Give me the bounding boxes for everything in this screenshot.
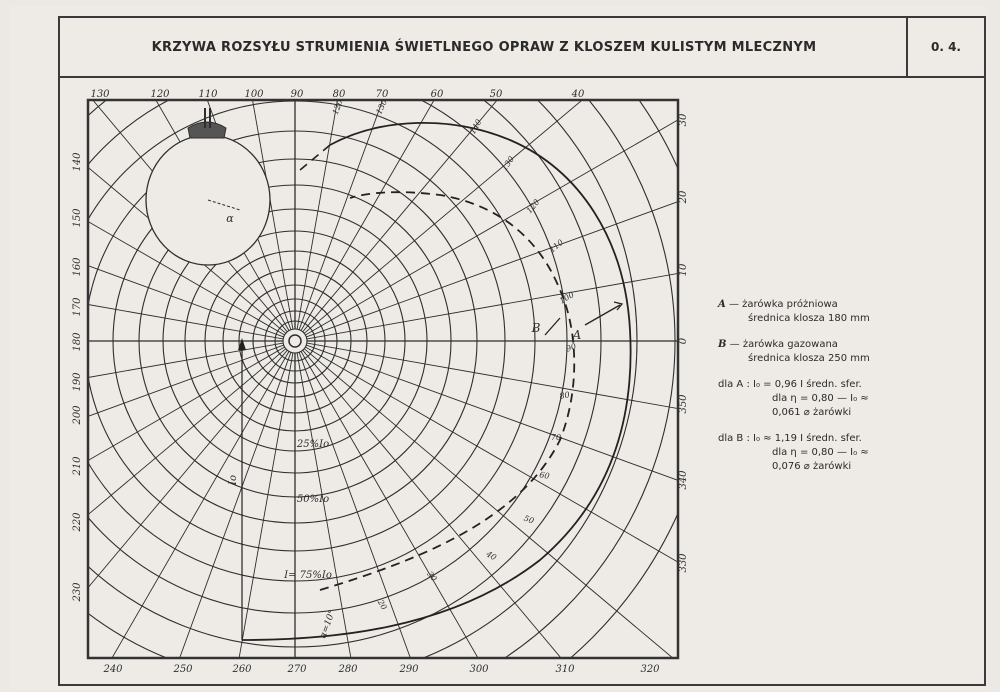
legend <box>718 298 938 474</box>
inner-curve-label: 140 <box>468 117 484 136</box>
top-scale-label: 40 <box>571 89 585 100</box>
inner-curve-label: 90 <box>564 341 578 354</box>
inner-curve-label: 60 <box>538 470 551 481</box>
inner-curve-label: 30 <box>425 569 439 584</box>
top-scale-label: 110 <box>198 89 218 100</box>
inner-curve-label: 80 <box>558 390 571 401</box>
left-scale-label: 160 <box>72 257 83 277</box>
bottom-scale-label: 310 <box>555 664 575 675</box>
bottom-scale-label: 260 <box>232 664 252 675</box>
inner-curve-label: 110 <box>547 237 566 255</box>
left-scale-label: 180 <box>72 332 83 352</box>
top-scale-label: 70 <box>375 89 389 100</box>
pointer-b <box>545 318 560 335</box>
inset-socket <box>188 122 226 138</box>
left-scale-label: 150 <box>72 208 83 228</box>
left-scale-label: 140 <box>72 152 83 172</box>
inset-angle-label: α <box>226 212 234 225</box>
left-scale-label: 230 <box>72 582 83 602</box>
grid-ray <box>305 0 1000 335</box>
legend-a-line1: — żarówka próżniowa <box>728 299 838 310</box>
zone-label-50: 50%Io <box>296 494 330 505</box>
legend-b-formula1: dla B : I₀ ≈ 1,19 I średn. sfer. <box>718 433 862 444</box>
curve-a-label: A <box>572 328 582 342</box>
grid-ray <box>306 33 1000 337</box>
right-scale-label: 20 <box>678 190 689 204</box>
grid-ray <box>297 353 451 692</box>
right-scale-label: 30 <box>678 113 689 127</box>
bottom-scale-label: 240 <box>103 664 123 675</box>
zone-label-75: I= 75%Io <box>284 570 332 581</box>
legend-a-formula3: 0,061 ⌀ żarówki <box>772 407 852 418</box>
bottom-scale-label: 290 <box>399 664 419 675</box>
angle-label: α=10° <box>318 608 338 640</box>
legend-b-line2: średnica klosza 250 mm <box>748 353 870 364</box>
bottom-scale-label: 250 <box>173 664 193 675</box>
legend-a-line2: średnica klosza 180 mm <box>748 313 870 324</box>
bottom-scale-label: 300 <box>469 664 489 675</box>
curve-b-label: B <box>531 321 541 335</box>
inner-curve-label: 130 <box>499 154 517 173</box>
top-scale-label: 90 <box>290 89 304 100</box>
left-scale-label: 200 <box>72 405 83 425</box>
left-scale-label: 210 <box>72 456 83 476</box>
left-scale-label: 170 <box>72 297 83 317</box>
top-scale-label: 50 <box>489 89 503 100</box>
right-scale-label: 330 <box>678 553 689 573</box>
bottom-scale-label: 280 <box>338 664 358 675</box>
inner-curve-label: 20 <box>375 598 389 612</box>
inner-curve-label: 40 <box>484 549 498 563</box>
center-mark <box>289 335 301 347</box>
inner-curve-label: 120 <box>330 98 345 116</box>
sheet-number: 0. 4. <box>931 40 961 54</box>
right-scale-label: 0 <box>678 337 689 345</box>
grid-ray <box>0 345 284 649</box>
inner-curve-label: 100 <box>557 290 576 306</box>
legend-b-key: B <box>718 339 727 350</box>
legend-b-line1: — żarówka gazowana <box>729 339 838 350</box>
bottom-scale-label: 270 <box>287 664 307 675</box>
legend-a-formula2: dla η = 0,80 — I₀ ≈ <box>772 393 869 404</box>
top-scale-label: 130 <box>90 89 110 100</box>
inner-curve-label: 130 <box>374 98 390 116</box>
right-scale-label: 10 <box>678 263 689 277</box>
curve-b <box>320 192 574 590</box>
legend-a-key: A <box>718 299 726 310</box>
distribution-curves <box>238 123 631 640</box>
legend-a-formula1: dla A : I₀ = 0,96 I średn. sfer. <box>718 379 862 390</box>
legend-b-formula2: dla η = 0,80 — I₀ ≈ <box>772 447 869 458</box>
inner-curve-label: 50 <box>522 513 536 526</box>
grid-ray <box>304 0 984 333</box>
right-scale-label: 350 <box>678 394 689 414</box>
grid-ray <box>297 0 451 329</box>
grid-ray <box>139 353 293 692</box>
bottom-scale-label: 320 <box>640 664 660 675</box>
top-scale-label: 100 <box>244 89 264 100</box>
zone-label-io: Io <box>228 475 239 485</box>
top-scale-label: 80 <box>332 89 346 100</box>
legend-b-row <box>718 338 938 352</box>
pointer-a <box>585 305 620 325</box>
inner-curve-label: 120 <box>524 197 542 216</box>
inner-curve-label: 70 <box>550 433 562 442</box>
right-scale-label: 340 <box>678 470 689 490</box>
curve-a <box>242 123 631 640</box>
grid-ray <box>0 351 289 692</box>
grid-ray <box>0 352 291 692</box>
grid-ray <box>299 0 603 330</box>
left-scale-label: 190 <box>72 372 83 392</box>
legend-b-formula3: 0,076 ⌀ żarówki <box>772 461 852 472</box>
zone-label-25: 25%Io <box>296 439 330 450</box>
top-scale-label: 60 <box>430 89 444 100</box>
top-scale-label: 120 <box>150 89 170 100</box>
grid-circle <box>283 329 307 353</box>
page-title: KRZYWA ROZSYŁU STRUMIENIA ŚWIETLNEGO OPRAW Z KLOSZEM KULISTYM MLECZNYM <box>151 39 817 55</box>
legend-a-row <box>718 298 938 312</box>
left-scale-label: 220 <box>72 512 83 532</box>
